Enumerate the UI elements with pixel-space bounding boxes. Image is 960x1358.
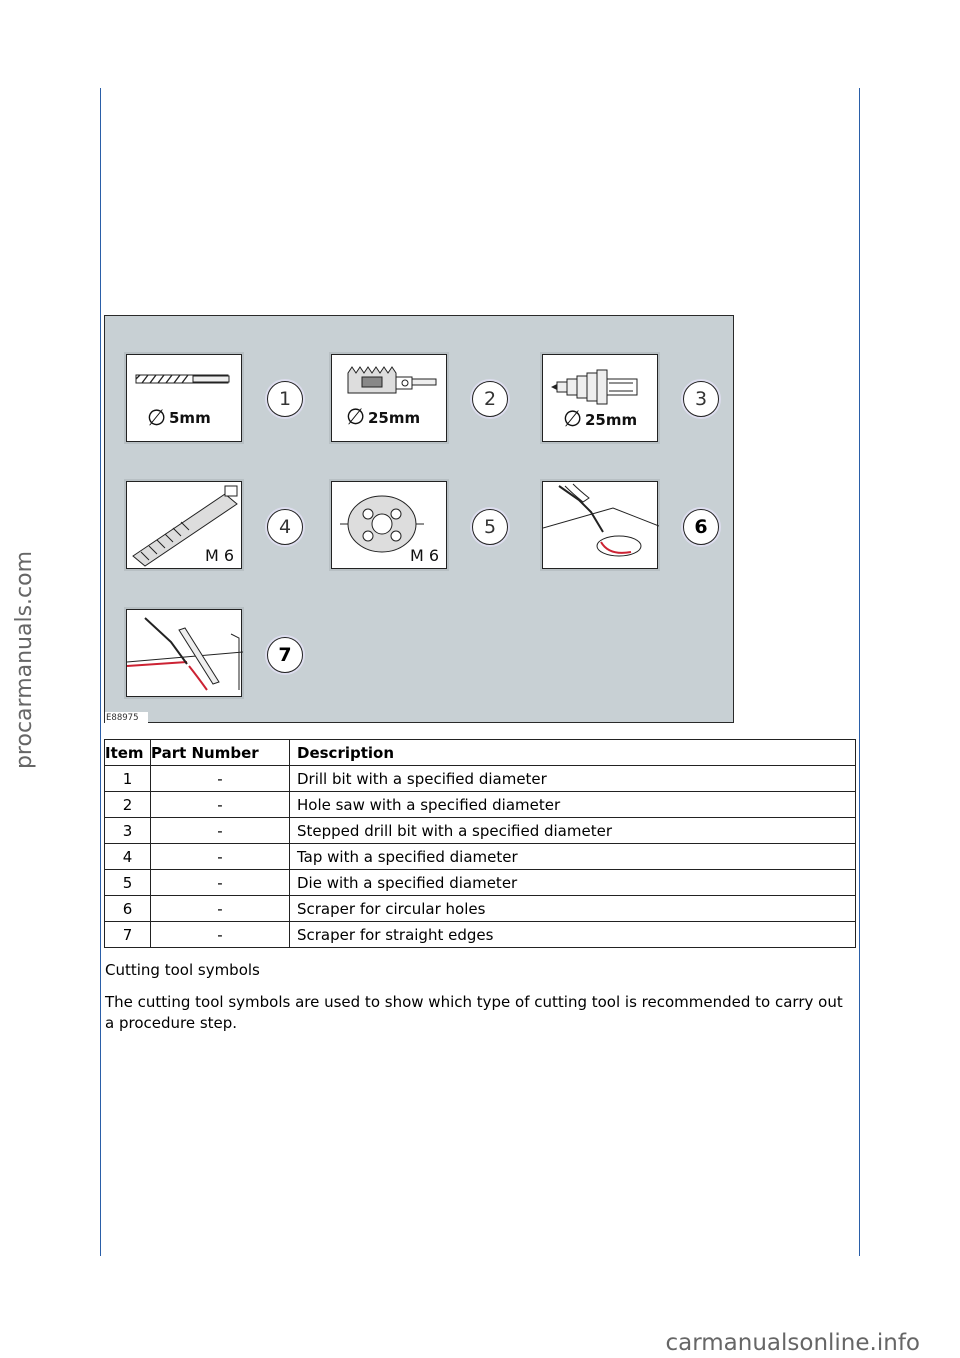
header-item: Item xyxy=(105,740,151,766)
row-part: - xyxy=(151,922,290,948)
cutting-tools-figure xyxy=(104,315,734,723)
badge-4: 4 xyxy=(267,509,303,545)
table-row xyxy=(105,922,856,948)
table-row xyxy=(105,766,856,792)
row-part: - xyxy=(151,896,290,922)
tile-label-2: 25mm xyxy=(368,409,421,427)
tile-label-4: M 6 xyxy=(205,546,235,565)
badge-3: 3 xyxy=(683,381,719,417)
right-margin-line xyxy=(859,88,860,1256)
row-desc: Hole saw with a specified diameter xyxy=(290,792,856,818)
row-item: 6 xyxy=(105,896,151,922)
left-margin-line xyxy=(100,88,101,1256)
parts-table xyxy=(104,739,856,948)
row-item: 5 xyxy=(105,870,151,896)
table-row xyxy=(105,792,856,818)
die-tile xyxy=(331,481,447,569)
row-part: - xyxy=(151,870,290,896)
header-part-number: Part Number xyxy=(151,740,290,766)
row-desc: Drill bit with a specified diameter xyxy=(290,766,856,792)
table-row xyxy=(105,896,856,922)
scraper-straight-tile xyxy=(126,609,242,697)
section-caption: Cutting tool symbols xyxy=(105,961,260,979)
row-desc: Scraper for circular holes xyxy=(290,896,856,922)
row-desc: Tap with a specified diameter xyxy=(290,844,856,870)
diameter-symbol-2: ∅ xyxy=(346,405,366,430)
side-watermark: procarmanuals.com xyxy=(12,550,37,770)
row-part: - xyxy=(151,792,290,818)
table-row xyxy=(105,870,856,896)
table-row xyxy=(105,844,856,870)
row-item: 2 xyxy=(105,792,151,818)
row-desc: Die with a specified diameter xyxy=(290,870,856,896)
hole-saw-tile xyxy=(331,354,447,442)
row-item: 7 xyxy=(105,922,151,948)
row-part: - xyxy=(151,766,290,792)
badge-7: 7 xyxy=(267,637,303,673)
drill-bit-tile xyxy=(126,354,242,442)
diameter-symbol-1: ∅ xyxy=(147,406,167,431)
row-desc: Stepped drill bit with a specified diameter xyxy=(290,818,856,844)
tap-tile xyxy=(126,481,242,569)
badge-2: 2 xyxy=(472,381,508,417)
scraper-circular-tile xyxy=(542,481,658,569)
scraper-straight-icon xyxy=(127,610,243,698)
bottom-watermark: carmanualsonline.info xyxy=(665,1330,920,1356)
row-item: 4 xyxy=(105,844,151,870)
table-row xyxy=(105,818,856,844)
stepped-drill-icon xyxy=(543,355,659,443)
row-part: - xyxy=(151,844,290,870)
row-part: - xyxy=(151,818,290,844)
scraper-circular-icon xyxy=(543,482,659,570)
body-paragraph: The cutting tool symbols are used to show which type of cutting tool is recommended to carry out a procedure step. xyxy=(105,993,843,1032)
badge-6: 6 xyxy=(683,509,719,545)
figure-id: E88975 xyxy=(105,712,148,724)
table-header-row xyxy=(105,740,856,766)
drill-bit-icon xyxy=(127,355,243,443)
stepped-drill-tile xyxy=(542,354,658,442)
diameter-symbol-3: ∅ xyxy=(563,407,583,432)
tile-label-5: M 6 xyxy=(410,546,440,565)
badge-1: 1 xyxy=(267,381,303,417)
tile-label-1: 5mm xyxy=(169,409,211,427)
badge-5: 5 xyxy=(472,509,508,545)
tile-label-3: 25mm xyxy=(585,411,638,429)
row-item: 3 xyxy=(105,818,151,844)
header-description: Description xyxy=(290,740,856,766)
row-desc: Scraper for straight edges xyxy=(290,922,856,948)
row-item: 1 xyxy=(105,766,151,792)
